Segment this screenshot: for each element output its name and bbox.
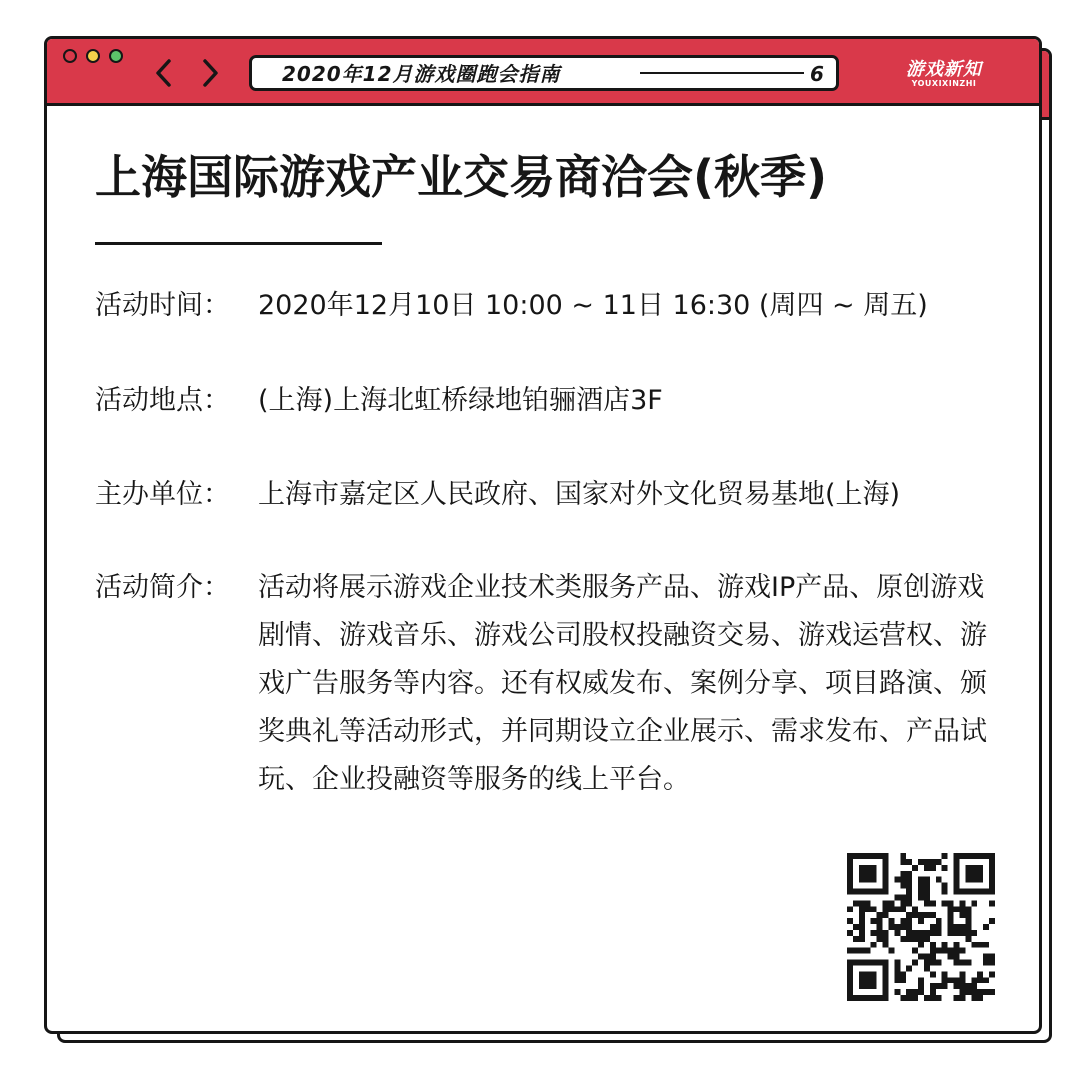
window-minimize-dot-icon[interactable] xyxy=(86,49,100,63)
brand-logo xyxy=(899,61,989,89)
address-bar[interactable] xyxy=(249,55,839,91)
event-venue-value: (上海)上海北虹桥绿地铂骊酒店3F xyxy=(258,385,663,416)
window-maximize-dot-icon[interactable] xyxy=(109,49,123,63)
brand-name-cn: 游戏新知 xyxy=(906,59,982,80)
brand-name-en: YOUXIXINZHI xyxy=(911,79,977,88)
event-host-label: 主办单位： xyxy=(95,479,230,510)
address-title: 2020年12月游戏圈跑会指南 xyxy=(282,62,561,86)
window-title-bar xyxy=(47,39,1039,106)
forward-arrow-icon[interactable] xyxy=(201,57,221,89)
window-close-dot-icon[interactable] xyxy=(63,49,77,63)
qr-code-icon[interactable] xyxy=(847,853,995,1001)
title-underline xyxy=(95,242,382,245)
event-intro-label: 活动简介： xyxy=(95,572,230,603)
event-time-value: 2020年12月10日 10:00 ~ 11日 16:30 (周四 ~ 周五) xyxy=(258,290,928,321)
event-time-label: 活动时间： xyxy=(95,290,230,321)
event-title: 上海国际游戏产业交易商洽会(秋季) xyxy=(95,150,828,204)
back-arrow-icon[interactable] xyxy=(153,57,173,89)
address-divider-line xyxy=(640,72,804,74)
event-intro-value: 活动将展示游戏企业技术类服务产品、游戏IP产品、原创游戏剧情、游戏音乐、游戏公司股权投融资交易、游戏运营权、游戏广告服务等内容。还有权威发布、案例分享、项目路演、颁奖典礼等活动形式，并同期设立企业展示、需求发布、产品试玩、企业投融资等服务的线上平台。 xyxy=(258,572,987,795)
page-number: 6 xyxy=(810,62,824,86)
event-host-value: 上海市嘉定区人民政府、国家对外文化贸易基地(上海) xyxy=(258,479,901,510)
event-venue-label: 活动地点： xyxy=(95,385,230,416)
browser-window xyxy=(44,36,1042,1034)
